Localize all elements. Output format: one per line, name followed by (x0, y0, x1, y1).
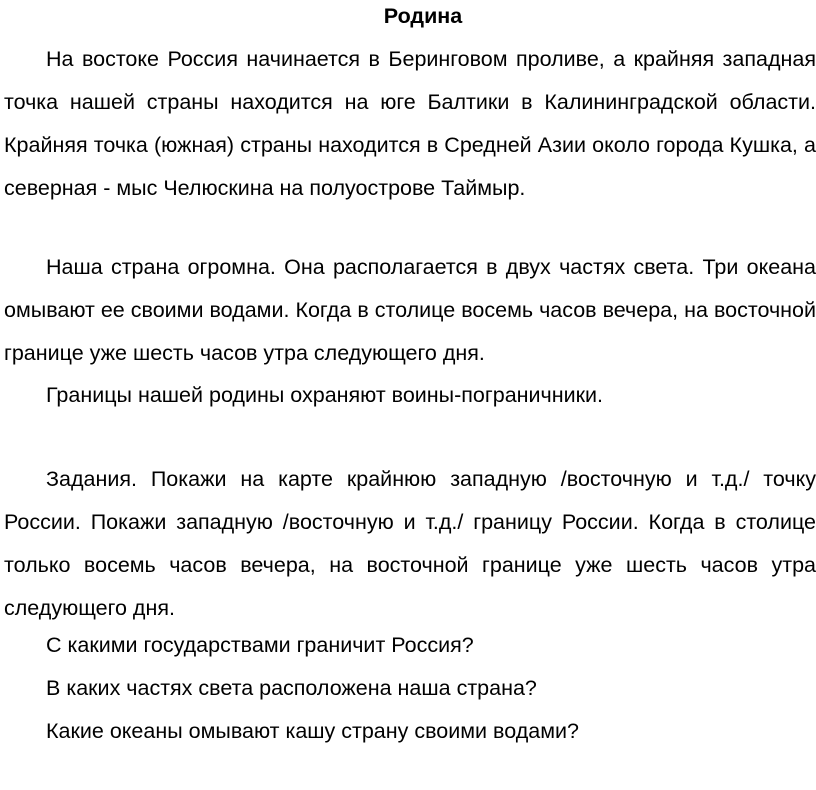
paragraph-borders-extreme-points: На востоке Россия начинается в Беринговом проливе, а крайняя западная точка нашей страны находится на юге Балтики в Калининградской области. Крайняя точка (южная) страны находится в Средней Азии около города Кушка, а северная - мыс Челюскина на полуострове Таймыр. (4, 47, 816, 200)
question-item: В каких частях света расположена наша страна? (46, 676, 537, 700)
document-title: Родина (383, 4, 463, 28)
task-paragraph: Задания. Покажи на карте крайнюю западную /восточную и т.д./ точку России. Покажи западную /восточную и т.д./ границу России. Когда в столице только восемь часов вечера, на восточной границе уже шесть часов утра следующего дня. (4, 467, 816, 620)
question-item: Какие океаны омывают кашу страну своими водами? (46, 719, 579, 743)
question-item: С какими государствами граничит Россия? (46, 633, 474, 657)
paragraph-country-size: Наша страна огромна. Она располагается в двух частях света. Три океана омывают ее своими водами. Когда в столице восемь часов вечера, на восточной границе уже шесть часов утра следующего дня. (4, 255, 816, 365)
paragraph-border-guards: Границы нашей родины охраняют воины-пограничники. (46, 383, 604, 407)
